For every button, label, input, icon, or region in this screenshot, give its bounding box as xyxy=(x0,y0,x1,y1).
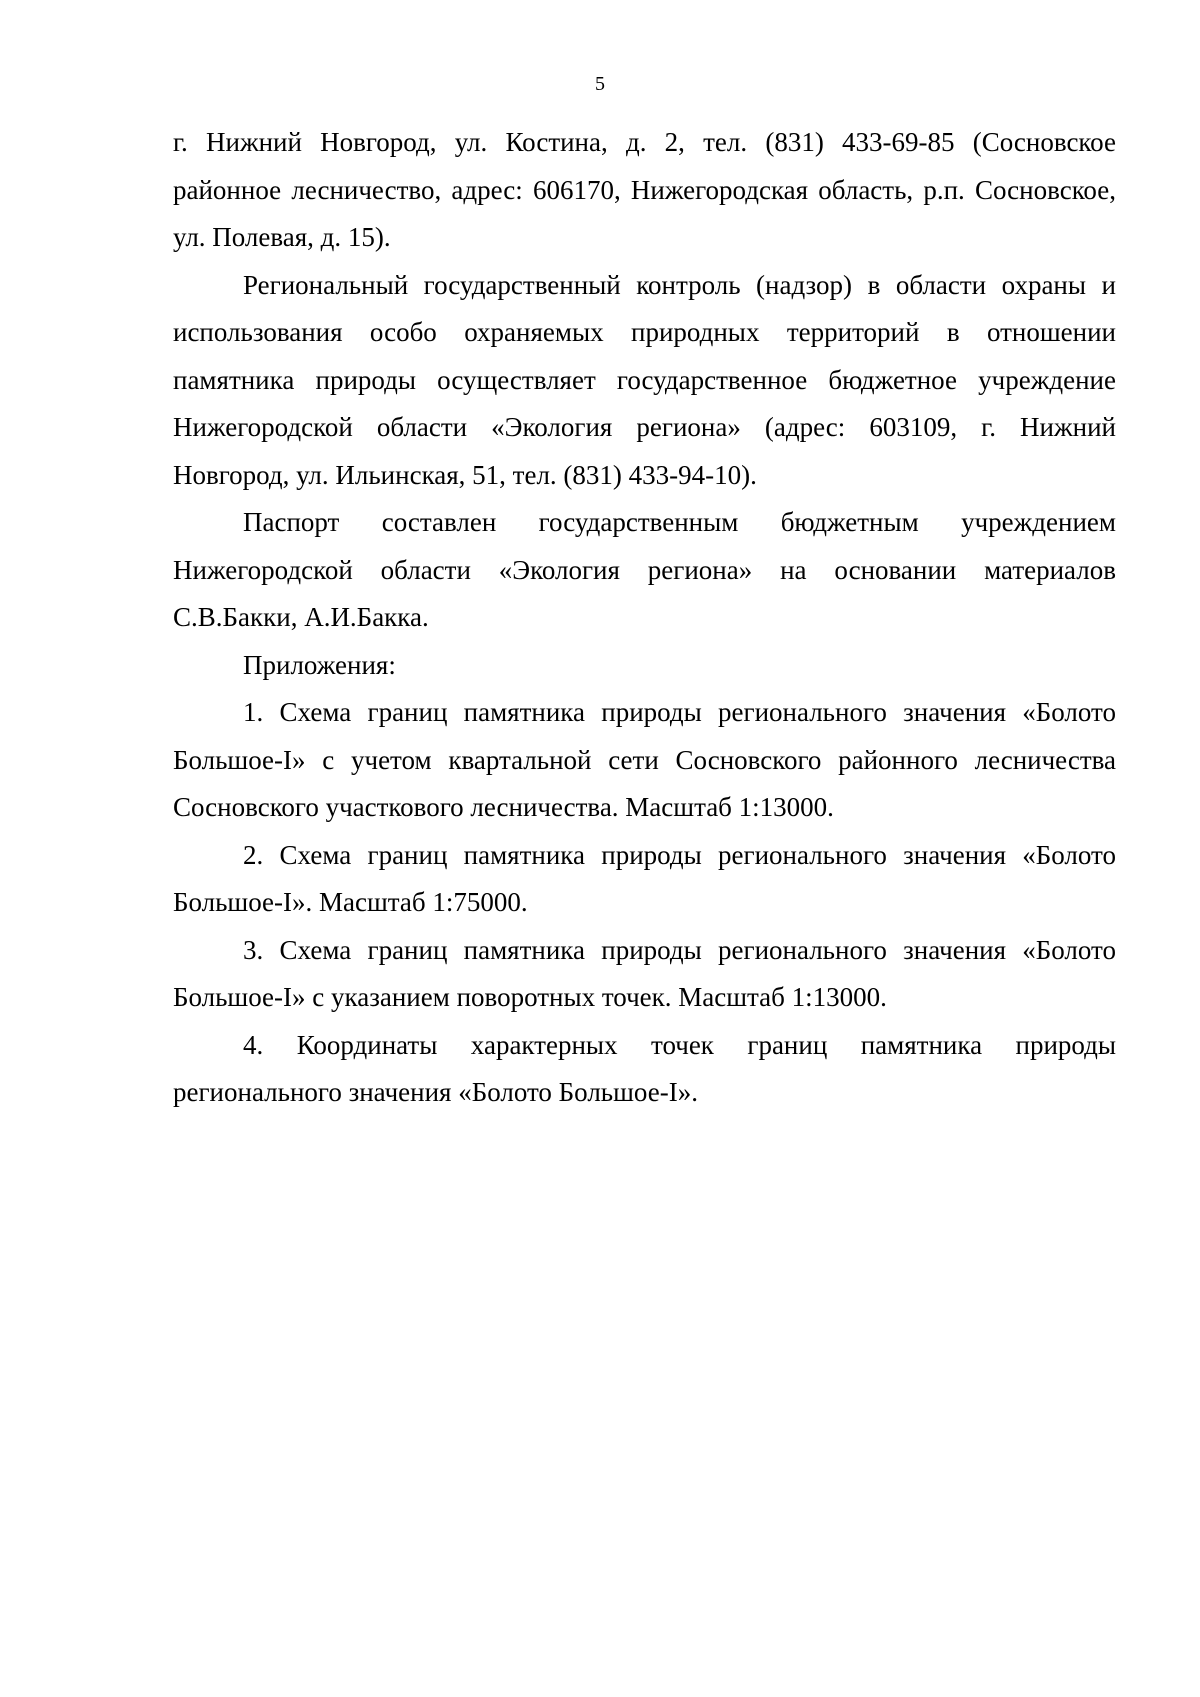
paragraph-address-continuation: г. Нижний Новгород, ул. Костина, д. 2, тел. (831) 433-69-85 (Сосновское районное лесничество, адрес: 606170, Нижегородская область, р.п. Сосновское, ул. Полевая, д. 15). xyxy=(173,127,1116,252)
appendices-heading: Приложения: xyxy=(243,649,396,680)
appendix-item-2: 2. Схема границ памятника природы регионального значения «Болото Большое-I». Масштаб 1:75000. xyxy=(173,839,1116,917)
paragraph-passport-author: Паспорт составлен государственным бюджетным учреждением Нижегородской области «Экология региона» на основании материалов С.В.Бакки, А.И.Бакка. xyxy=(173,507,1116,632)
appendix-item-1: 1. Схема границ памятника природы регионального значения «Болото Большое-I» с учетом квартальной сети Сосновского районного лесничества Сосновского участкового лесничества. Масштаб 1:13000. xyxy=(173,697,1116,822)
page-number: 5 xyxy=(595,73,605,95)
appendix-item-4: 4. Координаты характерных точек границ памятника природы регионального значения «Болото Большое-I». xyxy=(173,1029,1116,1107)
paragraph-regional-control: Региональный государственный контроль (надзор) в области охраны и использования особо охраняемых природных территорий в отношении памятника природы осуществляет государственное бюджетное учреждение Нижегородской области «Экология региона» (адрес: 603109, г. Нижний Новгород, ул. Ильинская, 51, тел. (831) 433-94-10). xyxy=(173,269,1116,490)
document-body xyxy=(173,119,1116,1117)
appendix-item-3: 3. Схема границ памятника природы регионального значения «Болото Большое-I» с указанием поворотных точек. Масштаб 1:13000. xyxy=(173,934,1116,1012)
